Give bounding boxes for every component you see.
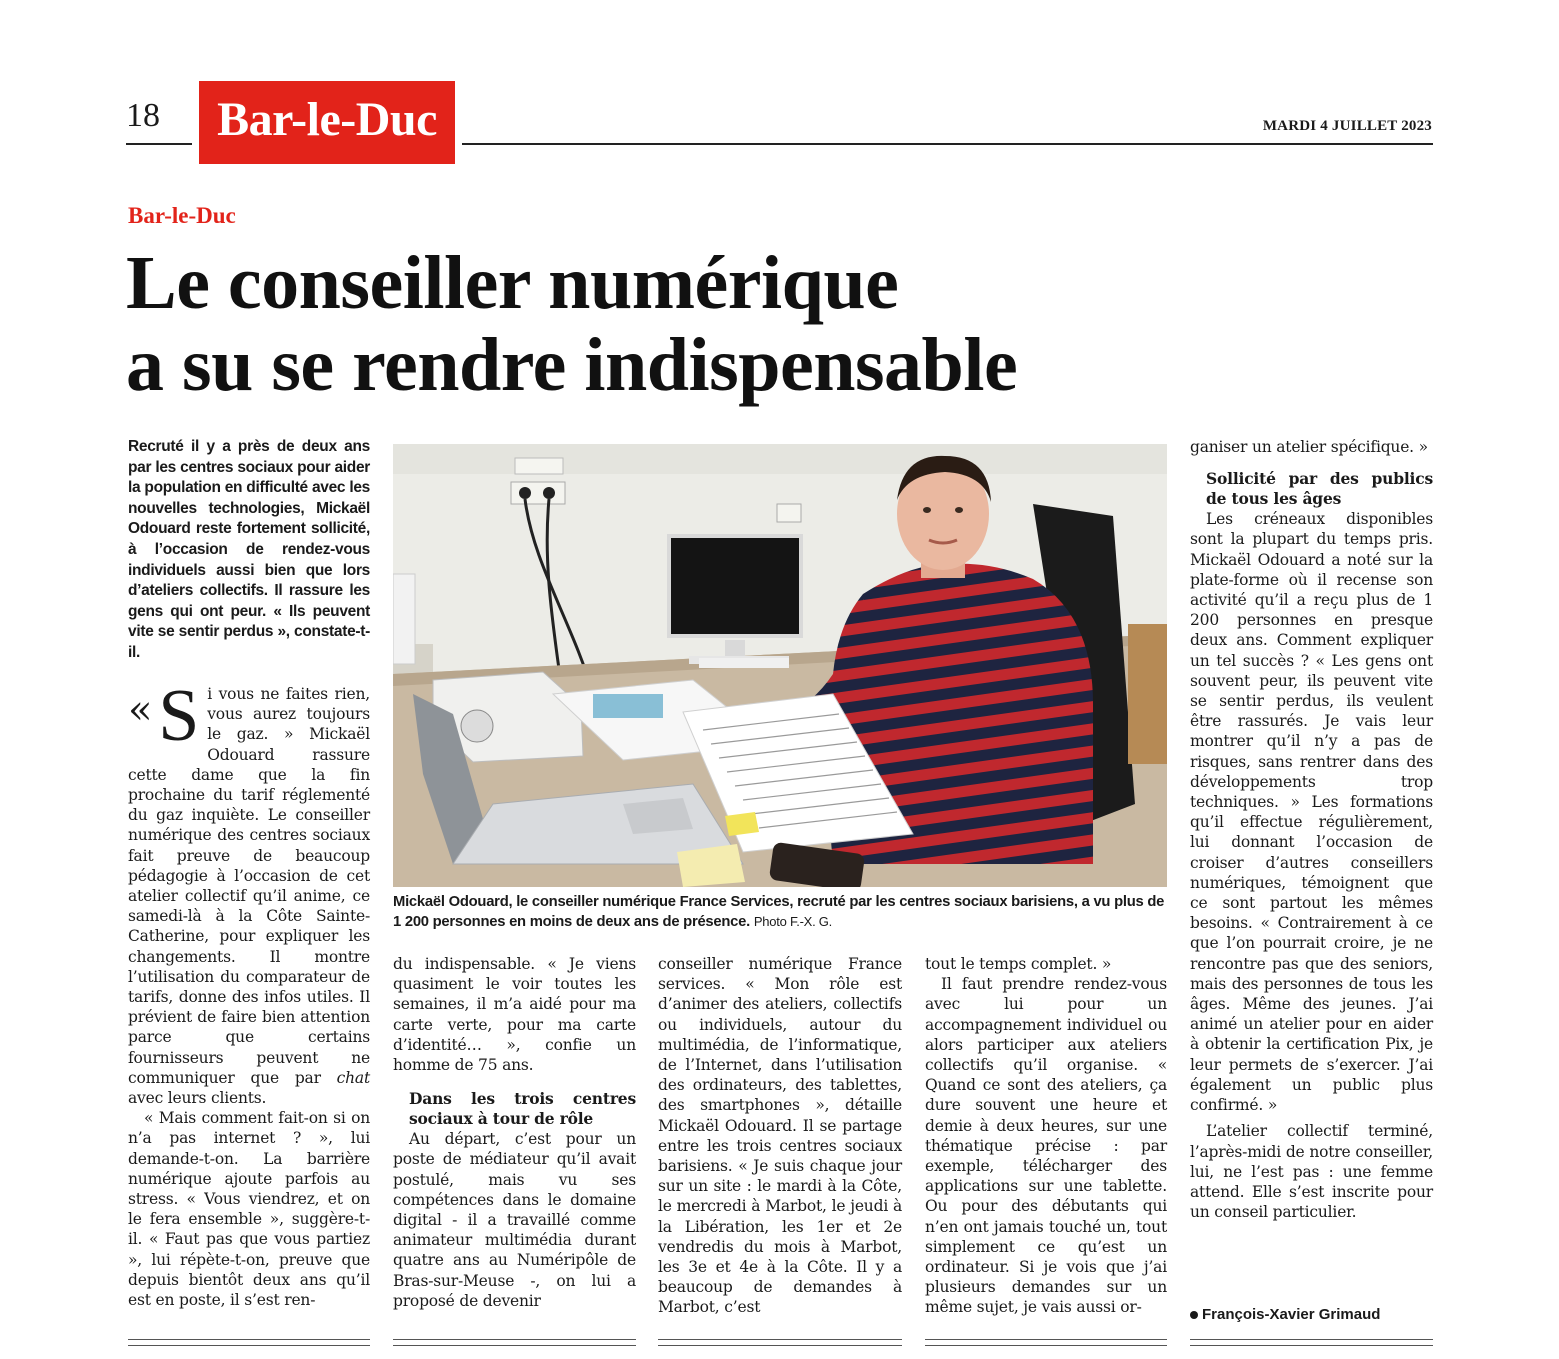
article-column-2 (393, 954, 636, 1311)
article-column-4 (925, 954, 1167, 1318)
dropcap-quote: « (128, 687, 153, 733)
paragraph-text-end: avec leurs clients. (128, 1089, 267, 1108)
author-name: François-Xavier Grimaud (1202, 1306, 1381, 1323)
footer-rule-1 (128, 1339, 370, 1346)
article-headline (126, 242, 1426, 406)
paragraph: du indispensable. « Je viens quasiment le voir toutes les semaines, il m’a aidé pour ma carte verte, pour ma carte d’identité… », confie un homme de 75 ans. (393, 955, 636, 1075)
paragraph: Au départ, c’est pour un poste de médiateur qu’il avait postulé, mais vu ses compétences dans le domaine digital - il a travaillé comme animateur multimédia durant quatre ans au Numéripôle de Bras-sur-Meuse -, on lui a proposé de devenir (393, 1130, 636, 1310)
socket-label (515, 458, 563, 474)
bullet-icon (1190, 1311, 1198, 1319)
paragraph: ganiser un atelier spécifique. » (1190, 438, 1428, 456)
header-rule-left (126, 143, 192, 145)
footer-rule-3 (658, 1339, 902, 1346)
footer-rule-5 (1190, 1339, 1433, 1346)
caption-text: Mickaël Odouard, le conseiller numérique France Services, recruté par les centres sociaux barisiens, a vu plus de 1 200 personnes en moins de deux ans de présence. (393, 894, 1165, 930)
paragraph-text: i vous ne faites rien, vous aurez toujours le gaz. » Mickaël Odouard rassure cette dame que la fin prochaine du tarif réglementé du gaz inquiète. Le conseiller numérique des centres sociaux fait preuve de beaucoup pédagogie à l’occasion de cet atelier collectif qu’il anime, ce samedi-là à la Côte Sainte-Catherine, pour expliquer les changements. Il montre l’utilisation du comparateur de tarifs, donne des infos utiles. Il prévient de faire bien attention parce que certains fournisseurs peuvent ne communiquer que par (128, 685, 370, 1087)
page-number: 18 (126, 97, 160, 134)
header-rule-right (462, 143, 1433, 145)
footer-rule-2 (393, 1339, 636, 1346)
subheading: Sollicité par des publics de tous les âges (1206, 469, 1433, 509)
byline (1190, 1306, 1380, 1323)
paragraph: tout le temps complet. » (925, 955, 1112, 973)
paragraph: « Mais comment fait-on si on n’a pas internet ? », lui demande-t-on. La barrière numérique ajoute parfois au stress. « Vous viendrez, et on le fera ensemble », suggère-t-il. « Faut pas que vous partiez », lui répète-t-on, preuve que depuis bientôt deux ans qu’il est en poste, il s’est ren- (128, 1109, 370, 1310)
article-kicker: Bar-le-Duc (128, 203, 236, 228)
subheading: Dans les trois centres sociaux à tour de rôle (409, 1089, 636, 1129)
article-lead: Recruté il y a près de deux ans par les centres sociaux pour aider la population en difficulté avec les nouvelles technologies, Mickaël Odouard reste fortement sollicité, à l’occasion de rendez-vous individuels aussi bien que lors d’ateliers collectifs. Il rassure les gens qui ont peur. « Ils peuvent vite se sentir perdus », constate-t-il. (128, 438, 370, 661)
paragraph: conseiller numérique France services. « Mon rôle est d’animer des ateliers, collectifs ou individuels, autour du multimédia, de l’informatique, de l’Internet, dans l’utilisation des ordinateurs, des tablettes, des smartphones », détaille Mickaël Odouard. Il se partage entre les trois centres sociaux barisiens. « Je suis chaque jour sur un site : le mardi à la Côte, le mercredi à Marbot, le jeudi à la Libération, les 1er et 2e vendredis du mois à Marbot, les 3e et 4e à la Côte. Il y a beaucoup de demandes à Marbot, c’est (658, 955, 902, 1317)
footer-rule-4 (925, 1339, 1167, 1346)
headline-line-1: Le conseiller numérique (126, 241, 899, 325)
paragraph: Il faut prendre rendez-vous avec lui pour un accompagnement individuel ou alors participer aux ateliers collectifs qu’il organise. « Quand ce sont des ateliers, ça dure souvent une heure et demie à deux heures, sur une thématique précise : par exemple, télécharger des applications sur une tablette. Ou pour des débutants qui n’en ont jamais touché un, tout simplement ce qu’est un ordinateur. Si je vois que j’ai plusieurs demandes sur un même sujet, je vais aussi or- (925, 975, 1167, 1317)
photo-credit: Photo F.-X. G. (753, 914, 833, 929)
desktop-monitor (669, 536, 801, 636)
sticky-note (725, 812, 759, 836)
paragraph: L’atelier collectif terminé, l’après-midi de notre conseiller, lui, ne l’est pas : une femme attend. Elle s’est inscrite pour un conseil particulier. (1190, 1122, 1433, 1222)
paragraph (128, 675, 370, 1108)
photo-illustration (393, 444, 1167, 887)
issue-date: MARDI 4 JUILLET 2023 (1262, 118, 1432, 134)
article-column-1 (128, 675, 370, 1310)
masthead (0, 0, 1559, 170)
headline-line-2: a su se rendre indispensable (126, 323, 1018, 407)
dropcap-letter: S (158, 675, 200, 757)
paragraph: Les créneaux disponibles sont la plupart du temps pris. Mickaël Odouard a noté sur la plate-forme où il recense son activité qu’il a reçu plus de 1 200 personnes en presque deux ans. Comment expliquer un tel succès ? « Les gens ont souvent peur, ils peuvent vite se sentir perdus, ils veulent être rassurés. Je vais leur montrer qu’il n’y a pas de risques, sans rentrer dans des développements trop techniques. » Les formations qu’il effectue régulièrement, lui donnant l’occasion de croiser d’autres conseillers numériques, témoignent que ce sont partout les mêmes besoins. « Contrairement à ce que l’on pourrait croire, je ne rencontre pas que des seniors, mais des personnes de tous les âges. Même des jeunes. J’ai animé un atelier pour en aider à obtenir la certification Pix, je leur permets de s’exercer. J’ai également un public plus confirmé. » (1190, 510, 1433, 1115)
article-column-3 (658, 954, 902, 1318)
article-column-5 (1190, 437, 1433, 1222)
section-label: Bar-le-Duc (199, 81, 455, 164)
italic-word: chat (336, 1068, 370, 1087)
photo-caption (393, 893, 1167, 932)
article-photo (393, 444, 1167, 887)
